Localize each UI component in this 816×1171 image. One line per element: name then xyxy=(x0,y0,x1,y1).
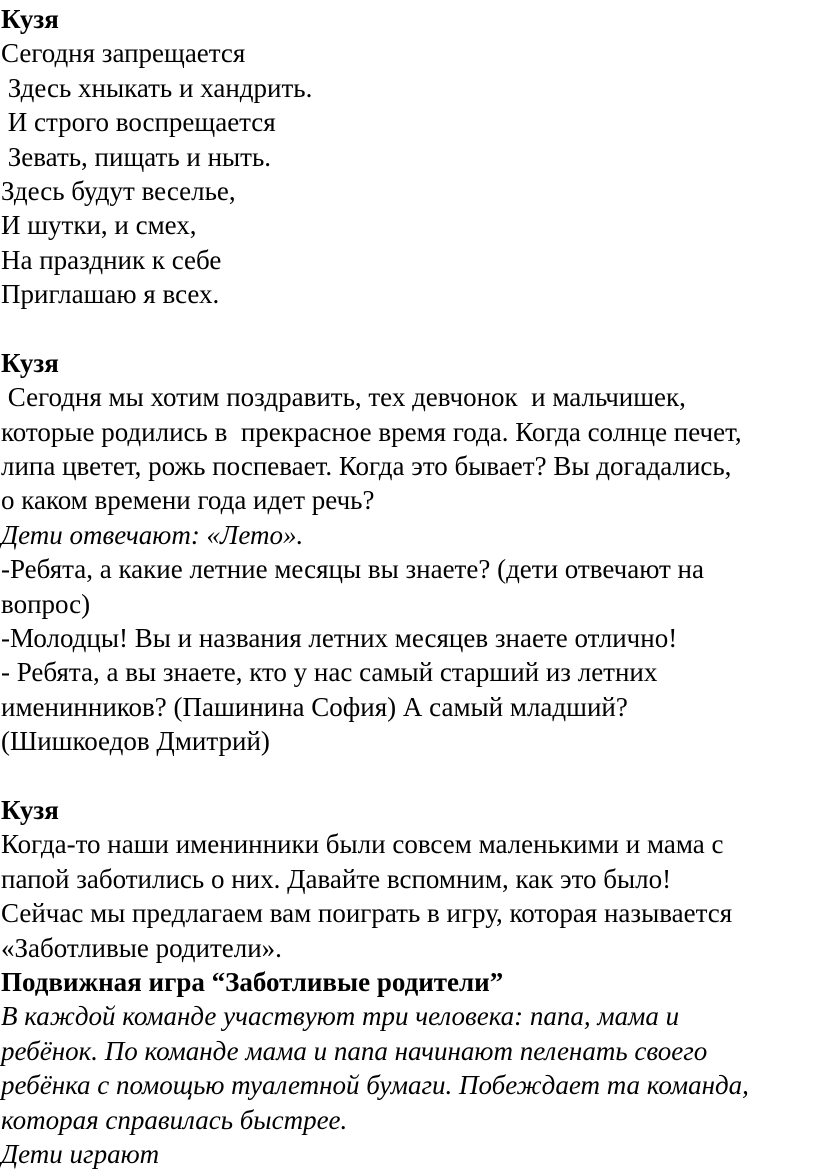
poem-line: Здесь хныкать и хандрить. xyxy=(1,72,313,103)
poem-line: И строго воспрещается xyxy=(1,107,276,138)
text-line: которые родились в прекрасное время года. Когда солнце печет, xyxy=(1,416,742,447)
text-line: - Ребята, а вы знаете, кто у нас самый старший из летних xyxy=(1,657,658,688)
speaker-label: Кузя xyxy=(1,347,59,378)
game-description-line: ребёнок. По команде мама и папа начинают пеленать своего xyxy=(1,1035,708,1066)
game-description-line: ребёнка с помощью туалетной бумаги. Побеждает та команда, xyxy=(1,1070,749,1101)
text-line: Когда-то наши именинники были совсем маленькими и мама с xyxy=(1,829,724,860)
paragraph-gap xyxy=(1,312,816,346)
poem-line: Здесь будут веселье, xyxy=(1,175,236,206)
poem-line: Приглашаю я всех. xyxy=(1,279,220,310)
text-line: (Шишкоедов Дмитрий) xyxy=(1,726,270,757)
speaker-label: Кузя xyxy=(1,4,59,34)
text-line: папой заботились о них. Давайте вспомним, как это было! xyxy=(1,863,672,894)
poem-line: И шутки, и смех, xyxy=(1,210,197,241)
poem-line: На праздник к себе xyxy=(1,244,222,275)
stage-direction: Дети отвечают: «Лето». xyxy=(1,519,304,550)
poem-line: Сегодня запрещается xyxy=(1,38,246,69)
game-description-line: В каждой команде участвуют три человека: папа, мама и xyxy=(1,1001,680,1032)
text-line: Сейчас мы предлагаем вам поиграть в игру, которая называется xyxy=(1,898,733,929)
text-line: липа цветет, рожь поспевает. Когда это бывает? Вы догадались, xyxy=(1,451,732,482)
speaker-label: Кузя xyxy=(1,794,59,825)
poem-line: Зевать, пищать и ныть. xyxy=(1,141,272,172)
game-title: Подвижная игра “Заботливые родители” xyxy=(1,966,504,997)
text-line: о каком времени года идет речь? xyxy=(1,485,375,516)
text-line: «Заботливые родители». xyxy=(1,932,282,963)
text-line: вопрос) xyxy=(1,588,91,619)
text-line: -Ребята, а какие летние месяцы вы знаете? (дети отвечают на xyxy=(1,554,704,585)
text-line: Сегодня мы хотим поздравить, тех девчонок и мальчишек, xyxy=(1,382,686,413)
text-line: именинников? (Пашинина София) А самый младший? xyxy=(1,691,628,722)
text-line: -Молодцы! Вы и названия летних месяцев знаете отлично! xyxy=(1,623,678,654)
paragraph-gap xyxy=(1,759,816,793)
stage-direction: Дети играют xyxy=(1,1138,160,1169)
game-description-line: которая справилась быстрее. xyxy=(1,1104,348,1135)
